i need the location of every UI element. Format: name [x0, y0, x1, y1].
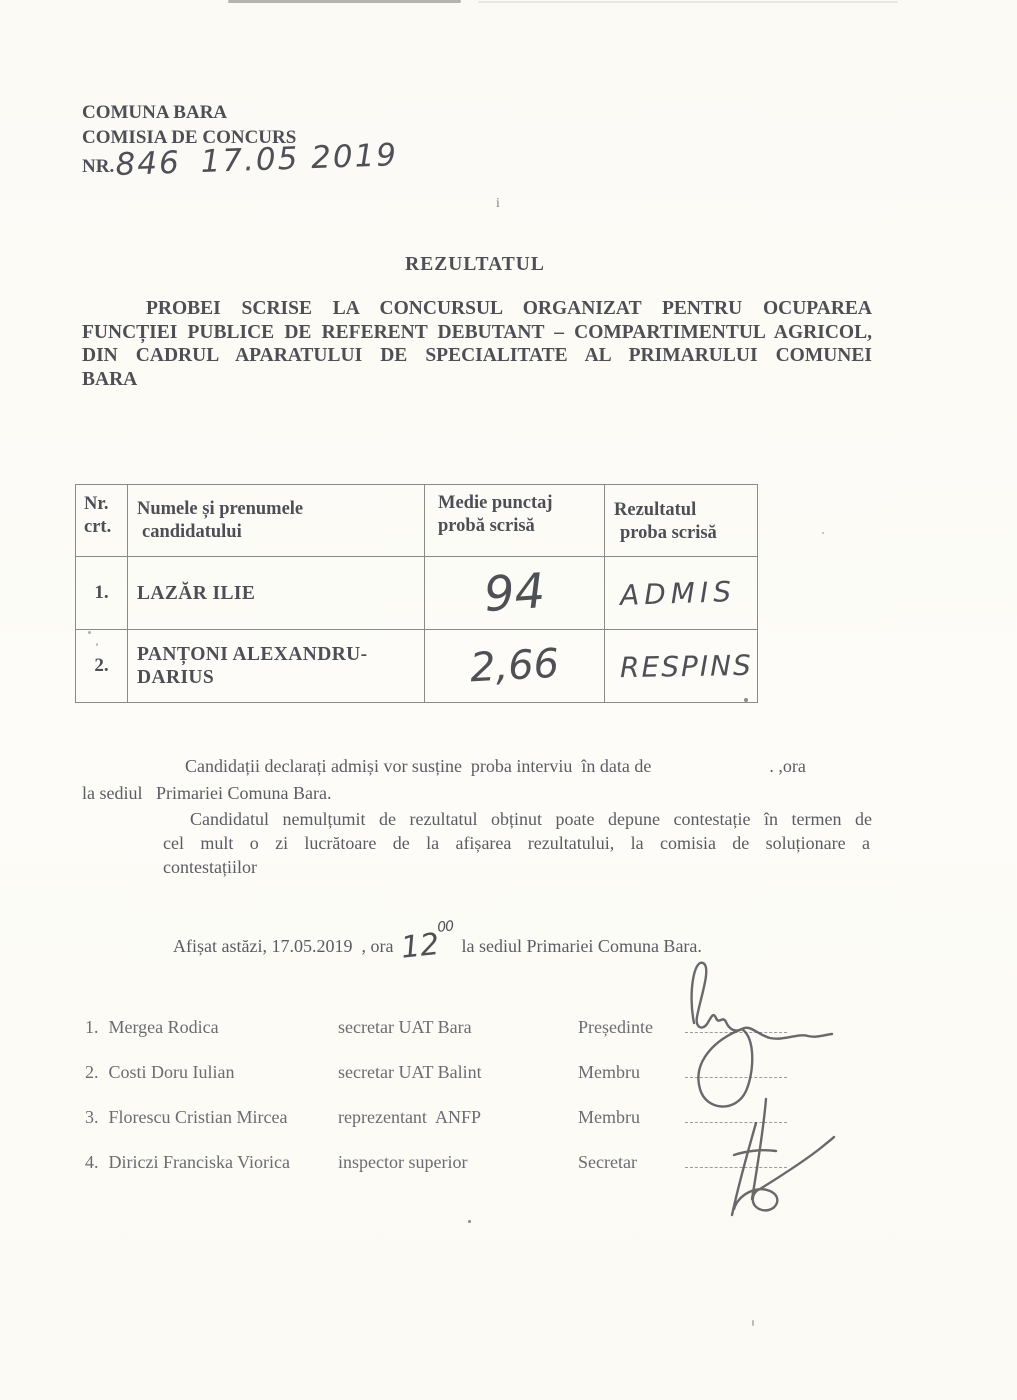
table-row-2-candidate: PANȚONI ALEXANDRU- DARIUS [128, 630, 425, 703]
table-row-1-result [605, 557, 758, 630]
table-header-nr: Nr. crt. [76, 485, 128, 557]
member-number: 2. [85, 1062, 99, 1082]
subtitle-line: BARA [82, 368, 138, 390]
member-number: 4. [85, 1152, 99, 1172]
paragraph-contestation-line1: Candidatul nemulțumit de rezultatul obținut poate depune contestație în termen de [190, 809, 872, 829]
posted-line: Afișat astăzi, 17.05.2019 , ora $12^{00}$ la sediul Primariei Comuna Bara. [173, 918, 702, 966]
scan-speck [88, 631, 91, 634]
table-row-1-candidate: LAZĂR ILIE [128, 557, 425, 630]
member-number: 3. [85, 1107, 99, 1127]
document-subtitle [82, 297, 872, 391]
scan-speck [744, 698, 748, 702]
paragraph-interview-line2: la sediul Primariei Comuna Bara. [82, 783, 332, 803]
document-title: REZULTATUL [405, 254, 545, 275]
handwritten-hour: $12^{00}$ [399, 918, 455, 966]
scan-stray-glyph: i [496, 196, 500, 211]
registration-number: 846 [115, 144, 182, 183]
member-title: secretar UAT Bara [338, 1017, 472, 1037]
organization-name: COMUNA BARA [82, 102, 228, 123]
handwritten-result: ADMIS [619, 574, 737, 612]
results-table [75, 484, 758, 703]
table-row-1-nr: 1. [76, 557, 128, 630]
member-title: reprezentant ANFP [338, 1107, 481, 1127]
member-role: Secretar [578, 1152, 637, 1172]
registration-label: NR. [82, 156, 115, 177]
table-row-2-nr: 2. [76, 630, 128, 703]
scan-artifact [478, 1, 898, 3]
member-name: Diriczi Franciska Viorica [108, 1152, 291, 1172]
subtitle-line: DIN CADRUL APARATULUI DE SPECIALITATE AL PRIMARULUI COMUNEI [82, 345, 872, 366]
table-header-result: Rezultatul proba scrisă [605, 485, 758, 557]
subtitle-line: FUNCȚIEI PUBLICE DE REFERENT DEBUTANT – COMPARTIMENTUL AGRICOL, [82, 321, 872, 343]
table-row-2-result [605, 630, 758, 703]
member-role: Membru [578, 1107, 640, 1127]
scan-artifact [228, 0, 461, 3]
committee-name: COMISIA DE CONCURS [82, 127, 297, 148]
member-title: secretar UAT Balint [338, 1062, 482, 1082]
signature-member-1 [698, 1029, 752, 1107]
blank-date-space [651, 756, 769, 777]
registration-handwritten [115, 137, 399, 183]
handwritten-result: RESPINS [619, 648, 754, 684]
member-number: 1. [85, 1017, 99, 1037]
table-row-2-score [425, 630, 605, 703]
member-title: inspector superior [338, 1152, 468, 1172]
scan-speck [752, 1320, 754, 1326]
table-header-name: Numele și prenumele candidatului [128, 485, 425, 557]
table-row-1-score [425, 557, 605, 630]
paragraph-interview: Candidații declarați admiși vor susține proba interviu în data de . ,ora [185, 756, 806, 776]
registration-date: 17.05 2019 [200, 137, 399, 181]
member-role: Membru [578, 1062, 640, 1082]
member-role: Președinte [578, 1017, 653, 1037]
handwritten-score: 94 [482, 562, 547, 624]
signature-secretary [734, 1150, 776, 1155]
member-name: Florescu Cristian Mircea [108, 1107, 288, 1127]
handwritten-signatures [650, 943, 860, 1223]
scan-speck [468, 1220, 471, 1223]
member-name: Costi Doru Iulian [108, 1062, 235, 1082]
subtitle-line: PROBEI SCRISE LA CONCURSUL ORGANIZAT PENTRU OCUPAREA [146, 298, 872, 319]
handwritten-score: 2,66 [468, 640, 561, 692]
member-name: Mergea Rodica [108, 1017, 219, 1037]
scan-speck [822, 532, 824, 534]
letterhead [82, 100, 399, 183]
table-header-score: Medie punctaj probă scrisă [425, 485, 605, 557]
paragraph-contestation-line2: cel mult o zi lucrătoare de la afișarea rezultatului, la comisia de soluționare a [163, 833, 870, 853]
scan-speck [96, 643, 98, 646]
signature-president [692, 963, 832, 1039]
paragraph-contestation-line3: contestațiilor [163, 857, 257, 877]
